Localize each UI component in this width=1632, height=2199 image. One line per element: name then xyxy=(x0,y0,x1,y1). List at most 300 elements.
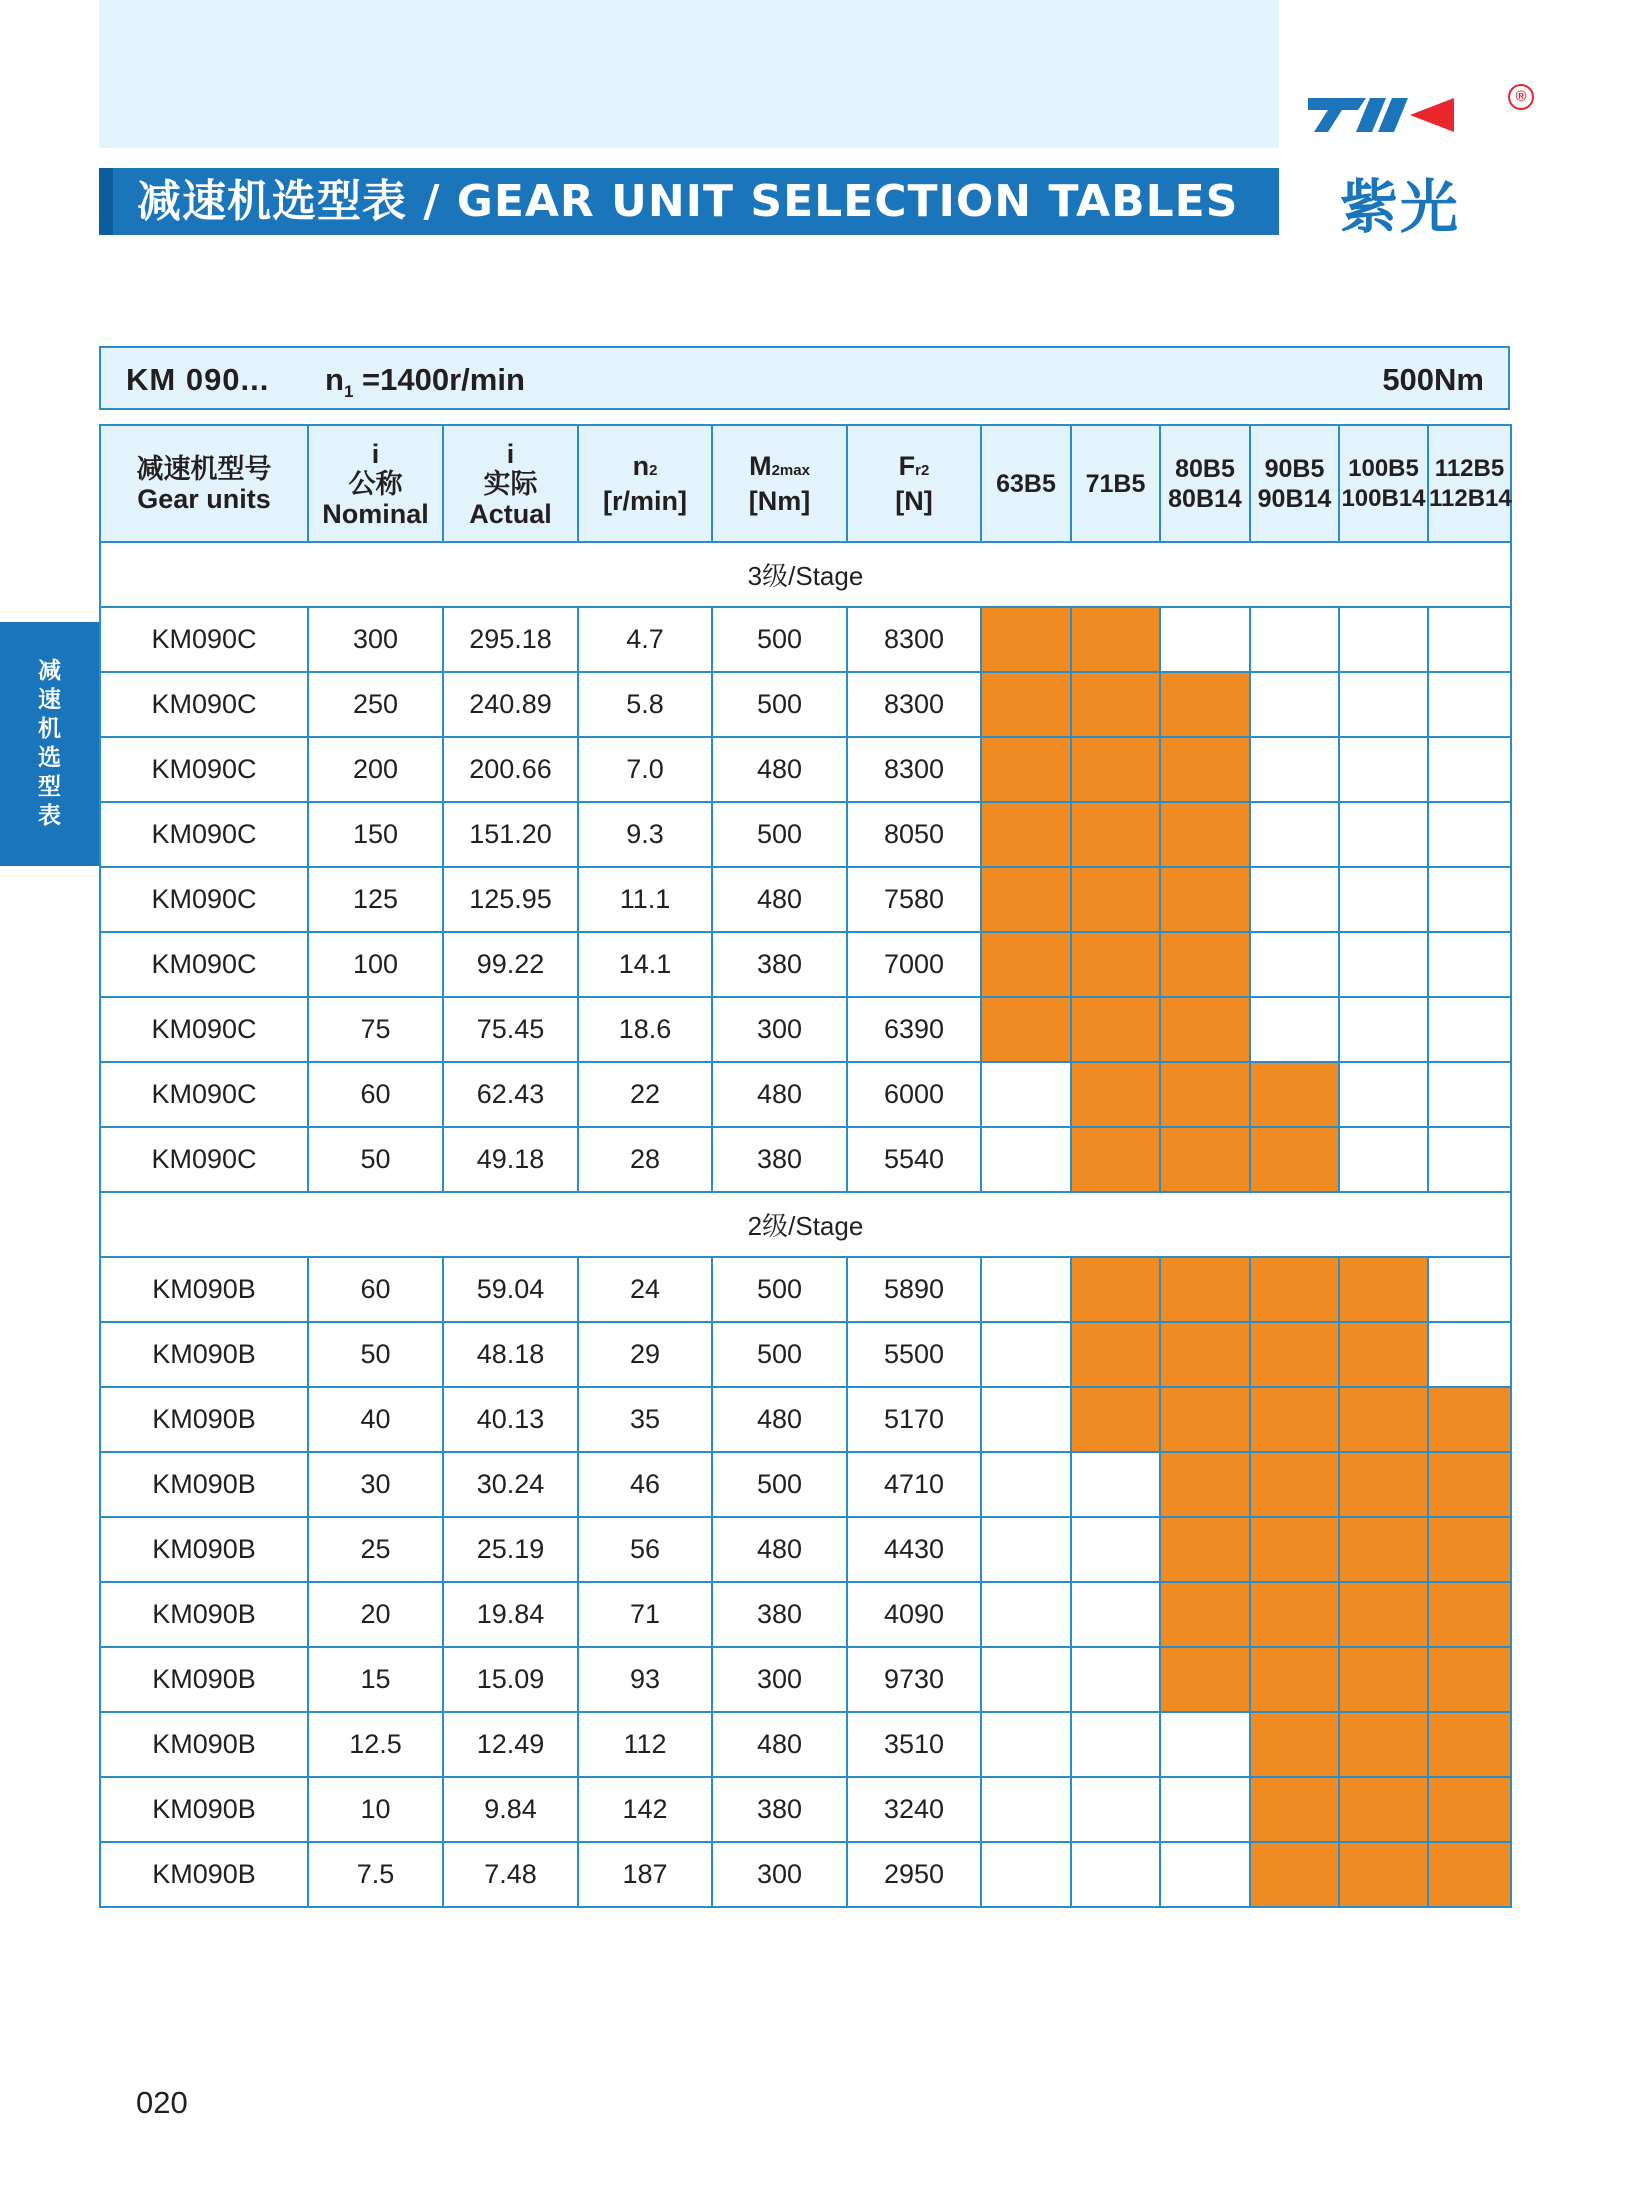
motor-fit-cell xyxy=(1250,1517,1339,1582)
motor-label: 80B5 xyxy=(1175,454,1235,483)
table-row xyxy=(100,1322,1511,1387)
motor-fit-cell xyxy=(981,1647,1071,1712)
motor-fit-cell xyxy=(1428,1517,1511,1582)
fr2-unit: [N] xyxy=(895,486,933,516)
table-row xyxy=(100,1842,1511,1907)
motor-fit-cell xyxy=(1071,802,1160,867)
side-tab-char: 型 xyxy=(38,774,61,800)
motor-fit-cell xyxy=(1339,1062,1428,1127)
motor-fit-cell xyxy=(1428,1647,1511,1712)
cell-m2: 500 xyxy=(712,1322,847,1387)
motor-fit-cell xyxy=(1339,1712,1428,1777)
cell-n2: 112 xyxy=(578,1712,712,1777)
motor-fit-cell xyxy=(1428,802,1511,867)
col-n2 xyxy=(578,425,712,542)
table-row xyxy=(100,802,1511,867)
cell-n2: 18.6 xyxy=(578,997,712,1062)
cell-nominal: 15 xyxy=(308,1647,443,1712)
title-accent xyxy=(99,168,113,235)
cell-fr2: 9730 xyxy=(847,1647,981,1712)
nominal-en: Nominal xyxy=(322,498,429,529)
cell-m2: 380 xyxy=(712,1582,847,1647)
motor-fit-cell xyxy=(1071,1387,1160,1452)
motor-fit-cell xyxy=(1428,672,1511,737)
motor-fit-cell xyxy=(1071,997,1160,1062)
cell-actual: 240.89 xyxy=(443,672,578,737)
speed-value: =1400r/min xyxy=(353,362,525,397)
header-band xyxy=(99,0,1279,148)
cell-model: KM090C xyxy=(100,932,308,997)
cell-nominal: 50 xyxy=(308,1127,443,1192)
table-row xyxy=(100,1517,1511,1582)
cell-model: KM090B xyxy=(100,1712,308,1777)
cell-nominal: 200 xyxy=(308,737,443,802)
motor-fit-cell xyxy=(1250,1582,1339,1647)
motor-fit-cell xyxy=(981,1777,1071,1842)
cell-actual: 125.95 xyxy=(443,867,578,932)
table-row xyxy=(100,1582,1511,1647)
motor-fit-cell xyxy=(1428,1712,1511,1777)
motor-fit-cell xyxy=(981,932,1071,997)
cell-fr2: 8300 xyxy=(847,672,981,737)
cell-n2: 5.8 xyxy=(578,672,712,737)
cell-n2: 4.7 xyxy=(578,607,712,672)
col-motor-80b5 xyxy=(1160,425,1250,542)
cell-actual: 15.09 xyxy=(443,1647,578,1712)
cell-model: KM090B xyxy=(100,1322,308,1387)
cell-actual: 19.84 xyxy=(443,1582,578,1647)
cell-model: KM090B xyxy=(100,1387,308,1452)
table-row xyxy=(100,737,1511,802)
cell-n2: 71 xyxy=(578,1582,712,1647)
motor-fit-cell xyxy=(1339,1387,1428,1452)
col-motor-90b5 xyxy=(1250,425,1339,542)
motor-fit-cell xyxy=(1428,997,1511,1062)
motor-fit-cell xyxy=(981,997,1071,1062)
motor-fit-cell xyxy=(1339,1127,1428,1192)
cell-fr2: 5170 xyxy=(847,1387,981,1452)
motor-fit-cell xyxy=(1339,607,1428,672)
motor-fit-cell xyxy=(1339,1647,1428,1712)
motor-fit-cell xyxy=(981,1387,1071,1452)
stage-row xyxy=(100,542,1511,607)
motor-fit-cell xyxy=(1160,1322,1250,1387)
cell-model: KM090C xyxy=(100,737,308,802)
cell-fr2: 6390 xyxy=(847,997,981,1062)
motor-fit-cell xyxy=(1428,1322,1511,1387)
motor-fit-cell xyxy=(1071,1842,1160,1907)
cell-n2: 24 xyxy=(578,1257,712,1322)
col-nominal xyxy=(308,425,443,542)
actual-en: Actual xyxy=(469,498,552,529)
motor-fit-cell xyxy=(1250,1777,1339,1842)
table-row xyxy=(100,867,1511,932)
table-row xyxy=(100,1387,1511,1452)
motor-fit-cell xyxy=(1428,607,1511,672)
table-body xyxy=(100,542,1511,1907)
cell-nominal: 100 xyxy=(308,932,443,997)
m2-subscript: 2max xyxy=(771,462,810,479)
stage-row xyxy=(100,1192,1511,1257)
motor-label: 112B5 xyxy=(1434,454,1505,482)
motor-fit-cell xyxy=(1428,932,1511,997)
cell-nominal: 12.5 xyxy=(308,1712,443,1777)
motor-fit-cell xyxy=(981,867,1071,932)
model-series: KM 090... xyxy=(126,362,270,397)
cell-fr2: 8050 xyxy=(847,802,981,867)
motor-fit-cell xyxy=(981,802,1071,867)
table-row xyxy=(100,932,1511,997)
motor-label: 71B5 xyxy=(1085,469,1146,498)
cell-nominal: 7.5 xyxy=(308,1842,443,1907)
table-row xyxy=(100,1452,1511,1517)
cell-fr2: 3510 xyxy=(847,1712,981,1777)
table-row xyxy=(100,1712,1511,1777)
cell-fr2: 8300 xyxy=(847,607,981,672)
side-tab-char: 减 xyxy=(38,658,61,684)
cell-fr2: 4430 xyxy=(847,1517,981,1582)
cell-nominal: 60 xyxy=(308,1062,443,1127)
motor-fit-cell xyxy=(1250,1127,1339,1192)
motor-fit-cell xyxy=(1071,1517,1160,1582)
cell-n2: 7.0 xyxy=(578,737,712,802)
cell-model: KM090B xyxy=(100,1582,308,1647)
motor-fit-cell xyxy=(1339,932,1428,997)
selection-table xyxy=(99,424,1512,1908)
cell-m2: 300 xyxy=(712,997,847,1062)
motor-fit-cell xyxy=(1428,737,1511,802)
motor-fit-cell xyxy=(1160,1387,1250,1452)
motor-fit-cell xyxy=(1160,737,1250,802)
motor-label: 80B14 xyxy=(1168,484,1242,513)
motor-fit-cell xyxy=(1071,1777,1160,1842)
cell-fr2: 8300 xyxy=(847,737,981,802)
brand-name: 紫光 xyxy=(1340,173,1461,241)
cell-m2: 500 xyxy=(712,607,847,672)
brand-logo xyxy=(1308,84,1538,244)
side-tab-char: 速 xyxy=(38,687,61,713)
cell-n2: 93 xyxy=(578,1647,712,1712)
motor-fit-cell xyxy=(981,1322,1071,1387)
motor-fit-cell xyxy=(981,1712,1071,1777)
cell-fr2: 3240 xyxy=(847,1777,981,1842)
cell-fr2: 5500 xyxy=(847,1322,981,1387)
cell-m2: 480 xyxy=(712,1712,847,1777)
cell-m2: 500 xyxy=(712,802,847,867)
gear-units-cn: 减速机型号 xyxy=(136,453,272,484)
stage-label: 3级/Stage xyxy=(100,542,1511,607)
col-motor-112b5 xyxy=(1428,425,1511,542)
motor-fit-cell xyxy=(1428,867,1511,932)
cell-actual: 40.13 xyxy=(443,1387,578,1452)
cell-fr2: 2950 xyxy=(847,1842,981,1907)
cell-fr2: 7000 xyxy=(847,932,981,997)
motor-fit-cell xyxy=(1250,997,1339,1062)
n2-unit: [r/min] xyxy=(603,486,687,516)
cell-model: KM090C xyxy=(100,867,308,932)
motor-fit-cell xyxy=(981,737,1071,802)
cell-nominal: 75 xyxy=(308,997,443,1062)
motor-fit-cell xyxy=(1250,1712,1339,1777)
col-m2 xyxy=(712,425,847,542)
speed-subscript: 1 xyxy=(343,382,354,402)
cell-fr2: 5890 xyxy=(847,1257,981,1322)
motor-fit-cell xyxy=(1071,1127,1160,1192)
cell-m2: 300 xyxy=(712,1842,847,1907)
actual-i: i xyxy=(506,438,515,469)
cell-n2: 14.1 xyxy=(578,932,712,997)
motor-fit-cell xyxy=(1339,1322,1428,1387)
cell-actual: 49.18 xyxy=(443,1127,578,1192)
tik-logo-icon xyxy=(1308,84,1508,144)
side-tab-char: 机 xyxy=(38,716,61,742)
motor-fit-cell xyxy=(1250,737,1339,802)
cell-n2: 11.1 xyxy=(578,867,712,932)
cell-model: KM090C xyxy=(100,1127,308,1192)
cell-actual: 30.24 xyxy=(443,1452,578,1517)
cell-actual: 200.66 xyxy=(443,737,578,802)
cell-m2: 480 xyxy=(712,1387,847,1452)
cell-n2: 9.3 xyxy=(578,802,712,867)
motor-fit-cell xyxy=(1071,1452,1160,1517)
cell-n2: 28 xyxy=(578,1127,712,1192)
cell-actual: 48.18 xyxy=(443,1322,578,1387)
cell-fr2: 4090 xyxy=(847,1582,981,1647)
motor-fit-cell xyxy=(981,672,1071,737)
motor-fit-cell xyxy=(1339,1452,1428,1517)
nominal-i: i xyxy=(371,438,380,469)
motor-fit-cell xyxy=(1428,1062,1511,1127)
cell-nominal: 60 xyxy=(308,1257,443,1322)
motor-fit-cell xyxy=(1250,1452,1339,1517)
motor-label: 112B14 xyxy=(1429,484,1512,512)
cell-nominal: 150 xyxy=(308,802,443,867)
cell-model: KM090B xyxy=(100,1452,308,1517)
motor-fit-cell xyxy=(981,1257,1071,1322)
cell-model: KM090C xyxy=(100,607,308,672)
side-tab-char: 选 xyxy=(38,745,61,771)
gear-units-en: Gear units xyxy=(137,483,271,514)
cell-actual: 7.48 xyxy=(443,1842,578,1907)
fr2-subscript: r2 xyxy=(915,462,930,479)
cell-model: KM090C xyxy=(100,672,308,737)
motor-fit-cell xyxy=(1428,1257,1511,1322)
title-bar xyxy=(99,168,1279,235)
motor-fit-cell xyxy=(1428,1582,1511,1647)
motor-fit-cell xyxy=(1250,1257,1339,1322)
cell-n2: 56 xyxy=(578,1517,712,1582)
motor-fit-cell xyxy=(1428,1452,1511,1517)
motor-fit-cell xyxy=(1250,1647,1339,1712)
motor-fit-cell xyxy=(1250,1387,1339,1452)
table-row xyxy=(100,997,1511,1062)
motor-fit-cell xyxy=(1428,1842,1511,1907)
motor-fit-cell xyxy=(1160,1062,1250,1127)
motor-fit-cell xyxy=(1160,1777,1250,1842)
col-motor-71b5 xyxy=(1071,425,1160,542)
table-header-row xyxy=(100,425,1511,542)
motor-fit-cell xyxy=(981,1062,1071,1127)
motor-fit-cell xyxy=(1250,1322,1339,1387)
motor-fit-cell xyxy=(981,1582,1071,1647)
motor-fit-cell xyxy=(981,1842,1071,1907)
motor-fit-cell xyxy=(1160,1647,1250,1712)
page-number: 020 xyxy=(136,2085,188,2120)
motor-fit-cell xyxy=(1160,607,1250,672)
cell-nominal: 25 xyxy=(308,1517,443,1582)
motor-fit-cell xyxy=(1160,997,1250,1062)
stage-label: 2级/Stage xyxy=(100,1192,1511,1257)
input-speed xyxy=(325,362,525,402)
n2-subscript: 2 xyxy=(649,462,658,479)
col-motor-100b5 xyxy=(1339,425,1428,542)
cell-m2: 380 xyxy=(712,1127,847,1192)
motor-fit-cell xyxy=(1339,672,1428,737)
cell-fr2: 6000 xyxy=(847,1062,981,1127)
cell-fr2: 4710 xyxy=(847,1452,981,1517)
actual-cn: 实际 xyxy=(483,468,538,499)
motor-fit-cell xyxy=(981,607,1071,672)
table-row xyxy=(100,1257,1511,1322)
cell-m2: 500 xyxy=(712,1452,847,1517)
cell-model: KM090C xyxy=(100,997,308,1062)
rated-torque: 500Nm xyxy=(1382,362,1484,397)
cell-m2: 480 xyxy=(712,737,847,802)
cell-fr2: 7580 xyxy=(847,867,981,932)
motor-label: 90B14 xyxy=(1257,484,1332,513)
cell-actual: 12.49 xyxy=(443,1712,578,1777)
cell-nominal: 20 xyxy=(308,1582,443,1647)
motor-fit-cell xyxy=(1071,1712,1160,1777)
table-row xyxy=(100,1777,1511,1842)
cell-nominal: 300 xyxy=(308,607,443,672)
info-bar xyxy=(99,346,1510,410)
cell-nominal: 50 xyxy=(308,1322,443,1387)
motor-fit-cell xyxy=(1071,1647,1160,1712)
motor-fit-cell xyxy=(1339,1582,1428,1647)
motor-fit-cell xyxy=(1250,867,1339,932)
n2-symbol: n xyxy=(632,451,650,481)
motor-fit-cell xyxy=(1071,607,1160,672)
col-fr2 xyxy=(847,425,981,542)
motor-fit-cell xyxy=(1250,672,1339,737)
table-row xyxy=(100,1062,1511,1127)
table-row xyxy=(100,672,1511,737)
motor-fit-cell xyxy=(1071,737,1160,802)
page-title: 减速机选型表 / GEAR UNIT SELECTION TABLES xyxy=(137,176,1239,227)
motor-fit-cell xyxy=(981,1517,1071,1582)
motor-fit-cell xyxy=(1160,1582,1250,1647)
m2-symbol: M xyxy=(749,451,772,481)
cell-actual: 59.04 xyxy=(443,1257,578,1322)
cell-nominal: 40 xyxy=(308,1387,443,1452)
cell-m2: 300 xyxy=(712,1647,847,1712)
motor-fit-cell xyxy=(1160,1257,1250,1322)
cell-model: KM090B xyxy=(100,1842,308,1907)
speed-symbol: n xyxy=(325,362,344,397)
motor-label: 100B5 xyxy=(1348,454,1419,482)
cell-m2: 480 xyxy=(712,1062,847,1127)
cell-m2: 500 xyxy=(712,1257,847,1322)
motor-fit-cell xyxy=(1250,1062,1339,1127)
cell-m2: 500 xyxy=(712,672,847,737)
cell-model: KM090B xyxy=(100,1777,308,1842)
cell-model: KM090B xyxy=(100,1647,308,1712)
motor-fit-cell xyxy=(1071,1322,1160,1387)
motor-fit-cell xyxy=(1071,867,1160,932)
cell-actual: 62.43 xyxy=(443,1062,578,1127)
motor-fit-cell xyxy=(1250,1842,1339,1907)
motor-fit-cell xyxy=(1160,932,1250,997)
cell-actual: 25.19 xyxy=(443,1517,578,1582)
cell-actual: 295.18 xyxy=(443,607,578,672)
cell-nominal: 125 xyxy=(308,867,443,932)
motor-fit-cell xyxy=(1160,672,1250,737)
cell-fr2: 5540 xyxy=(847,1127,981,1192)
motor-fit-cell xyxy=(1160,1452,1250,1517)
cell-model: KM090B xyxy=(100,1517,308,1582)
cell-n2: 29 xyxy=(578,1322,712,1387)
motor-fit-cell xyxy=(1160,1712,1250,1777)
motor-fit-cell xyxy=(1250,802,1339,867)
cell-model: KM090C xyxy=(100,802,308,867)
cell-actual: 9.84 xyxy=(443,1777,578,1842)
motor-label: 100B14 xyxy=(1341,484,1426,512)
motor-fit-cell xyxy=(981,1452,1071,1517)
cell-m2: 380 xyxy=(712,932,847,997)
motor-fit-cell xyxy=(1071,1257,1160,1322)
motor-fit-cell xyxy=(1160,802,1250,867)
motor-fit-cell xyxy=(1339,1517,1428,1582)
table-row xyxy=(100,607,1511,672)
cell-nominal: 10 xyxy=(308,1777,443,1842)
table-row xyxy=(100,1127,1511,1192)
m2-unit: [Nm] xyxy=(748,486,811,516)
cell-m2: 480 xyxy=(712,867,847,932)
cell-n2: 46 xyxy=(578,1452,712,1517)
motor-fit-cell xyxy=(1339,867,1428,932)
cell-actual: 75.45 xyxy=(443,997,578,1062)
motor-fit-cell xyxy=(1428,1777,1511,1842)
registered-mark: ® xyxy=(1508,84,1534,110)
cell-nominal: 30 xyxy=(308,1452,443,1517)
motor-fit-cell xyxy=(1250,932,1339,997)
motor-fit-cell xyxy=(1160,1517,1250,1582)
side-tab-char: 表 xyxy=(38,803,61,829)
nominal-cn: 公称 xyxy=(348,468,403,499)
cell-n2: 142 xyxy=(578,1777,712,1842)
motor-fit-cell xyxy=(1339,1777,1428,1842)
motor-fit-cell xyxy=(1250,607,1339,672)
motor-label: 90B5 xyxy=(1264,454,1325,483)
cell-n2: 35 xyxy=(578,1387,712,1452)
motor-fit-cell xyxy=(981,1127,1071,1192)
cell-n2: 22 xyxy=(578,1062,712,1127)
cell-actual: 151.20 xyxy=(443,802,578,867)
motor-fit-cell xyxy=(1160,1842,1250,1907)
motor-fit-cell xyxy=(1339,1257,1428,1322)
cell-m2: 380 xyxy=(712,1777,847,1842)
cell-model: KM090B xyxy=(100,1257,308,1322)
motor-label: 63B5 xyxy=(996,469,1056,498)
fr2-symbol: F xyxy=(898,451,916,481)
col-motor-63b5 xyxy=(981,425,1071,542)
motor-fit-cell xyxy=(1339,737,1428,802)
motor-fit-cell xyxy=(1339,802,1428,867)
col-gear-units xyxy=(100,425,308,542)
cell-model: KM090C xyxy=(100,1062,308,1127)
cell-m2: 480 xyxy=(712,1517,847,1582)
